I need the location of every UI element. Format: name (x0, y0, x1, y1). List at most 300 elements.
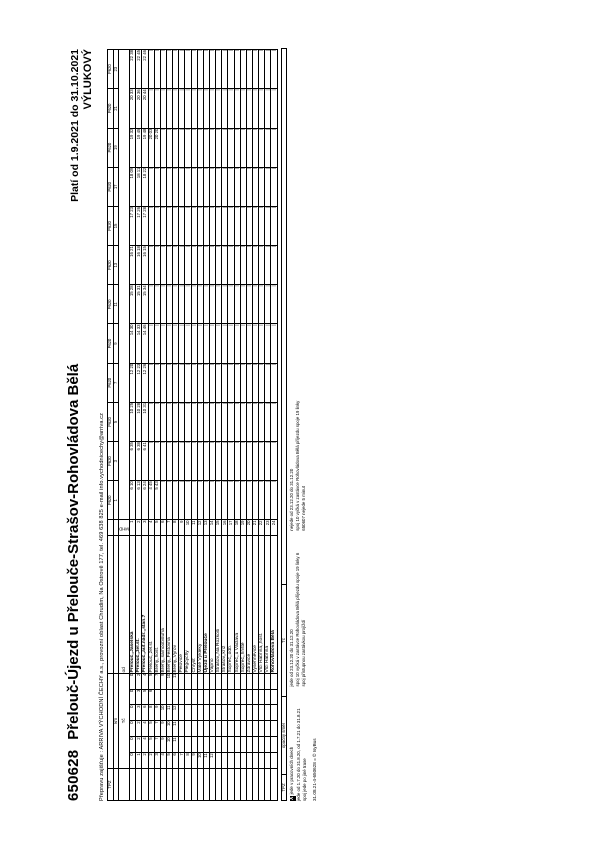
departure-time: | (234, 245, 240, 284)
departure-time: | (216, 441, 222, 480)
row-km-4: 0 (130, 704, 136, 720)
departure-time: | (209, 324, 215, 363)
departure-time: | (173, 284, 179, 323)
departure-time: | (228, 324, 234, 363)
linecode-2: P620 (107, 441, 113, 480)
departure-time: | (203, 128, 209, 167)
departure-time: | (148, 284, 154, 323)
departure-time: | (197, 402, 203, 441)
departure-time: | (234, 49, 240, 88)
note-left-1: jede v pracovních dnech (289, 746, 295, 794)
departure-time: | (203, 49, 209, 88)
departure-time: | (259, 167, 265, 206)
departure-time: | (185, 324, 191, 363)
departure-time: | (246, 284, 252, 323)
tripno-1: 1 (113, 480, 119, 519)
linecode-1: P620 (107, 480, 113, 519)
departure-time: 22 45 (136, 49, 142, 88)
departure-time: | (191, 324, 197, 363)
departure-time: | (197, 245, 203, 284)
departure-time: | (222, 128, 228, 167)
row-km-3: 2 (136, 720, 142, 736)
stop-tc: 5 (154, 519, 160, 535)
departure-time: | (228, 245, 234, 284)
departure-time: | (234, 324, 240, 363)
departure-time: | (259, 402, 265, 441)
departure-time: | (166, 49, 172, 88)
departure-time: | (271, 206, 277, 245)
row-km-6: 4 (142, 673, 148, 689)
departure-time: | (209, 480, 215, 519)
departure-time: | (271, 88, 277, 127)
departure-time: | (191, 167, 197, 206)
departure-time: | (222, 284, 228, 323)
departure-time: | (228, 363, 234, 402)
departure-time: | (160, 128, 166, 167)
departure-time: 6 41 (142, 441, 148, 480)
stop-name: Újezd u Přelouče (203, 535, 209, 672)
departure-time: | (191, 441, 197, 480)
stop-tc: 7 (166, 519, 172, 535)
stop-name: Strašov,,kříž (222, 535, 228, 672)
departure-time: | (197, 88, 203, 127)
departure-time: | (197, 363, 203, 402)
stop-name: Vysehněvice (252, 535, 258, 672)
departure-time: | (216, 49, 222, 88)
linecode-5: P620 (107, 324, 113, 363)
row-km-5: 3 (136, 689, 142, 705)
timetable-landscape-block (65, 45, 535, 805)
row-km-2: 7 (154, 736, 160, 752)
stop-name: Chrysť (191, 535, 197, 672)
note-left-2: jede od 1.7.20 do 31.8.20, od 1.7.21 do 31.8.21 (295, 707, 301, 801)
linecode-10: P620 (107, 128, 113, 167)
line-number: 650628 (65, 749, 82, 801)
row-km-4: 3 (136, 704, 142, 720)
departure-time: | (185, 363, 191, 402)
linecode-11: P620 (107, 88, 113, 127)
departure-time: | (197, 167, 203, 206)
row-km-6: 9 (160, 673, 166, 689)
row-km-5: 0 (130, 689, 136, 705)
row-km-2: 11 (173, 736, 179, 752)
linecode-12: P620 (107, 49, 113, 88)
departure-time: 6 13 (136, 480, 142, 519)
departure-time: | (234, 480, 240, 519)
departure-time: | (197, 441, 203, 480)
departure-time: | (234, 284, 240, 323)
departure-time: | (265, 128, 271, 167)
departure-time: | (179, 324, 185, 363)
departure-time: | (216, 284, 222, 323)
stop-tc: 12 (197, 519, 203, 535)
departure-time: | (148, 363, 154, 402)
departure-time: | (160, 49, 166, 88)
notes-left (287, 704, 310, 805)
departure-time: | (209, 88, 215, 127)
departure-time: | (185, 402, 191, 441)
departure-time: | (166, 167, 172, 206)
departure-time: | (252, 324, 258, 363)
departure-time: | (148, 49, 154, 88)
stop-tc: 17 (228, 519, 234, 535)
stop-name: Přelouč,,žel.st. (136, 535, 142, 672)
departure-time: | (228, 284, 234, 323)
hdr-blank-tpz2 (119, 768, 130, 800)
row-km-4: 10 (160, 704, 166, 720)
validity-period: Platí od 1.9.2021 do 31.10.2021 (69, 48, 81, 202)
departure-time: | (154, 441, 160, 480)
departure-time: | (173, 49, 179, 88)
note-right-2: spoj 10 vyčká v zastávce Rohovládova Bělá příjezdu spoje 19 linky (295, 400, 301, 531)
row-km-1: 0 (130, 752, 136, 768)
row-tpz (271, 768, 277, 800)
stop-tc: 4 (148, 519, 154, 535)
tripno-3: 5 (113, 402, 119, 441)
departure-time: | (222, 88, 228, 127)
departure-time: | (179, 441, 185, 480)
hdr-blank-mhd (113, 519, 119, 535)
row-km-6: 7 (154, 673, 160, 689)
row-km-3: 11 (173, 720, 179, 736)
departure-time: | (203, 206, 209, 245)
departure-time: 12 23 (136, 363, 142, 402)
departure-time: | (259, 49, 265, 88)
row-km-2: 5 (148, 736, 154, 752)
row-km-4: 9 (154, 704, 160, 720)
linecode-3: P620 (107, 402, 113, 441)
row-km-3: 4 (142, 720, 148, 736)
departure-time: | (252, 284, 258, 323)
departure-time: | (173, 88, 179, 127)
departure-time: | (246, 167, 252, 206)
departure-time: 19 48 (142, 128, 148, 167)
stop-name: Pelovice (179, 535, 185, 672)
table-row (271, 49, 277, 800)
row-km-1: 6 (173, 752, 179, 768)
departure-time: | (160, 402, 166, 441)
departure-time: | (179, 88, 185, 127)
departure-time: 18 11 (136, 167, 142, 206)
departure-time: | (191, 88, 197, 127)
row-km-5 (271, 689, 277, 705)
departure-time: | (216, 245, 222, 284)
departure-time: | (252, 480, 258, 519)
row-km-1: 5 (166, 752, 172, 768)
departure-time: | (173, 167, 179, 206)
departure-time: | (216, 167, 222, 206)
departure-time: | (271, 402, 277, 441)
row-km-3: 0 (130, 720, 136, 736)
departure-time: | (234, 88, 240, 127)
tripno-10: 19 (113, 128, 119, 167)
departure-time: | (173, 245, 179, 284)
opp-hdr-tc: Tč (281, 584, 287, 696)
departure-time: 19 45 (136, 128, 142, 167)
departure-time: | (216, 88, 222, 127)
departure-time: | (265, 402, 271, 441)
departure-time: | (191, 480, 197, 519)
departure-time: 4 45 (148, 480, 154, 519)
departure-time: | (265, 245, 271, 284)
departure-time: | (154, 88, 160, 127)
note-mid-3: spoj přístupnou zastávkou projíždí (301, 619, 306, 686)
departure-time: | (173, 363, 179, 402)
departure-time: | (160, 441, 166, 480)
departure-time: | (185, 245, 191, 284)
departure-time: 14 46 (142, 324, 148, 363)
departure-time: | (222, 324, 228, 363)
departure-time: | (191, 284, 197, 323)
departure-time: 20 03 (148, 128, 154, 167)
row-opposite-header (281, 48, 287, 800)
departure-time: | (191, 49, 197, 88)
row-km-6: 10 (166, 673, 172, 689)
row-tc-header (119, 49, 130, 800)
departure-time: 6 10 (130, 480, 136, 519)
departure-time: | (154, 167, 160, 206)
departure-time: | (265, 284, 271, 323)
departure-time: | (160, 167, 166, 206)
departure-time: 20 20 (154, 128, 160, 167)
departure-time: | (173, 402, 179, 441)
departure-time: | (216, 480, 222, 519)
row-km-2: 4 (142, 736, 148, 752)
departure-time: | (271, 363, 277, 402)
stop-tc: 8 (173, 519, 179, 535)
stop-name: Zdravice (246, 535, 252, 672)
departure-time: 6 38 (136, 441, 142, 480)
departure-time: | (148, 206, 154, 245)
hdr-od: od (119, 535, 130, 672)
row-km-6 (271, 673, 277, 689)
departure-time: | (191, 206, 197, 245)
row-km-3: 10 (166, 720, 172, 736)
departure-time: | (203, 480, 209, 519)
departure-time: | (271, 480, 277, 519)
row-km-3: 9 (160, 720, 166, 736)
departure-time: 20 36 (136, 88, 142, 127)
departure-time: | (222, 49, 228, 88)
departure-time: 15 28 (130, 284, 136, 323)
departure-time: | (209, 402, 215, 441)
departure-time: | (154, 49, 160, 88)
departure-time: | (197, 324, 203, 363)
departure-time: 22 46 (142, 49, 148, 88)
departure-time: | (228, 128, 234, 167)
departure-time: | (271, 167, 277, 206)
hdr-symbol-row (119, 49, 130, 519)
departure-time: 10 28 (136, 402, 142, 441)
departure-time: | (252, 128, 258, 167)
departure-time: 20 44 (142, 88, 148, 127)
hdr-tc: Tč (119, 673, 130, 769)
departure-time: | (259, 480, 265, 519)
departure-time: | (191, 363, 197, 402)
departure-time: 17 26 (136, 206, 142, 245)
departure-time: | (252, 363, 258, 402)
stop-tc: 3 (142, 519, 148, 535)
departure-time: 19 32 (130, 128, 136, 167)
opp-hdr-tpz: TPZ (281, 774, 287, 800)
note-mid-2: spoj 10 vyčká v zastávce Rohovládova Bělá příjezdu spoje 19 linky 6 (295, 552, 301, 686)
departure-time: | (252, 167, 258, 206)
departure-time: | (166, 284, 172, 323)
departure-time: 6 24 (142, 480, 148, 519)
departure-time: | (148, 402, 154, 441)
departure-time: | (222, 480, 228, 519)
departure-time: | (246, 245, 252, 284)
departure-time: | (160, 88, 166, 127)
stop-name: Břehy,,Festovna (166, 535, 172, 672)
departure-time: | (246, 206, 252, 245)
departure-time: | (160, 206, 166, 245)
departure-time: | (234, 206, 240, 245)
departure-time: | (252, 49, 258, 88)
departure-time: | (246, 363, 252, 402)
tripno-8: 15 (113, 206, 119, 245)
departure-time: | (179, 245, 185, 284)
departure-time: | (228, 167, 234, 206)
departure-time: | (228, 88, 234, 127)
departure-time: | (160, 324, 166, 363)
departure-time: | (265, 363, 271, 402)
departure-time: | (222, 206, 228, 245)
departure-time: | (265, 49, 271, 88)
notes-mid (287, 548, 310, 690)
departure-time: | (179, 206, 185, 245)
departure-time: | (259, 363, 265, 402)
row-km-2: 2 (136, 736, 142, 752)
row-km-6: 11 (173, 673, 179, 689)
timetable-main (107, 49, 278, 801)
row-km-1: 11 (203, 752, 209, 768)
linecode-4: P620 (107, 363, 113, 402)
row-km-1: 12 (209, 752, 215, 768)
departure-time: | (197, 49, 203, 88)
departure-time: | (252, 245, 258, 284)
departure-time: | (246, 128, 252, 167)
row-km-1: 2 (148, 752, 154, 768)
departure-time: | (166, 324, 172, 363)
row-km-1: 8 (185, 752, 191, 768)
departure-time: | (148, 245, 154, 284)
departure-time: 10 31 (142, 402, 148, 441)
departure-time: | (271, 284, 277, 323)
departure-time: | (240, 284, 246, 323)
row-km-6: 5 (148, 673, 154, 689)
stop-tc: 24 (271, 519, 277, 535)
stop-name: Strašov,,Na Rozkoši (216, 535, 222, 672)
departure-time: | (222, 363, 228, 402)
stop-name: Vlčí Habřina (265, 535, 271, 672)
departure-time: | (240, 49, 246, 88)
departure-time: | (240, 441, 246, 480)
departure-time: | (259, 441, 265, 480)
departure-time: | (203, 402, 209, 441)
departure-time: | (240, 324, 246, 363)
departure-time: | (203, 324, 209, 363)
tripno-12: 23 (113, 49, 119, 88)
departure-time: | (166, 441, 172, 480)
stop-tc: 14 (209, 519, 215, 535)
departure-time: | (265, 206, 271, 245)
departure-time: 15 34 (142, 284, 148, 323)
departure-time: | (259, 206, 265, 245)
row-km-1: 3 (154, 752, 160, 768)
departure-time: | (265, 324, 271, 363)
departure-time: 22 38 (130, 49, 136, 88)
departure-time: | (271, 49, 277, 88)
departure-time: | (246, 88, 252, 127)
departure-time: | (160, 480, 166, 519)
departure-time: | (185, 49, 191, 88)
departure-time: 6 35 (130, 441, 136, 480)
notes-region (287, 45, 310, 805)
departure-time: | (209, 245, 215, 284)
tripno-7: 13 (113, 245, 119, 284)
row-km-1: 10 (197, 752, 203, 768)
departure-time: | (246, 441, 252, 480)
row-km-2: 10 (166, 736, 172, 752)
special-label: VÝLUKOVÝ (82, 48, 95, 110)
stop-name: Plegcychy (185, 535, 191, 672)
stop-name: Přelouč,,Jaselská (130, 535, 136, 672)
departure-time: | (191, 128, 197, 167)
departure-time: | (185, 441, 191, 480)
page-footer: 31.08.21-4-650628 = © IsyBus (311, 737, 317, 801)
hdr-mhd-label: MHD (119, 519, 130, 535)
row-km-1: 2 (142, 752, 148, 768)
departure-time: | (173, 128, 179, 167)
stop-name: Sopřeč,,hřiště (240, 535, 246, 672)
departure-time: | (185, 88, 191, 127)
row-km-1: 4 (160, 752, 166, 768)
row-km-1: 9 (191, 752, 197, 768)
stop-tc: 1 (130, 519, 136, 535)
departure-time: | (209, 441, 215, 480)
departure-time: | (228, 49, 234, 88)
tripno-4: 7 (113, 363, 119, 402)
departure-time: | (154, 324, 160, 363)
notes-right (287, 396, 310, 534)
departure-time: | (271, 245, 277, 284)
departure-time: | (160, 363, 166, 402)
row-km-4: 11 (166, 704, 172, 720)
note-right-1: nejede od 23.12.20 do 31.12.20 (289, 468, 295, 531)
opp-hdr-times (281, 48, 287, 584)
stop-name: Přelouč,,aut.nádr.,,stan.7 (142, 535, 148, 672)
stop-rows-body (130, 49, 277, 800)
linecode-7: P620 (107, 245, 113, 284)
departure-time: | (246, 49, 252, 88)
departure-time: | (222, 245, 228, 284)
departure-time: | (154, 402, 160, 441)
departure-time: | (265, 441, 271, 480)
departure-time: | (179, 284, 185, 323)
departure-time: | (271, 128, 277, 167)
departure-time: | (240, 402, 246, 441)
title-bar (65, 45, 98, 805)
departure-time: | (216, 206, 222, 245)
stop-tc: 15 (216, 519, 222, 535)
departure-time: | (252, 206, 258, 245)
row-km-1 (271, 752, 277, 768)
stop-tc: 11 (191, 519, 197, 535)
departure-time: | (259, 88, 265, 127)
hdr-km: km (113, 673, 119, 769)
stop-name: Sopřeč,,odb. (228, 535, 234, 672)
